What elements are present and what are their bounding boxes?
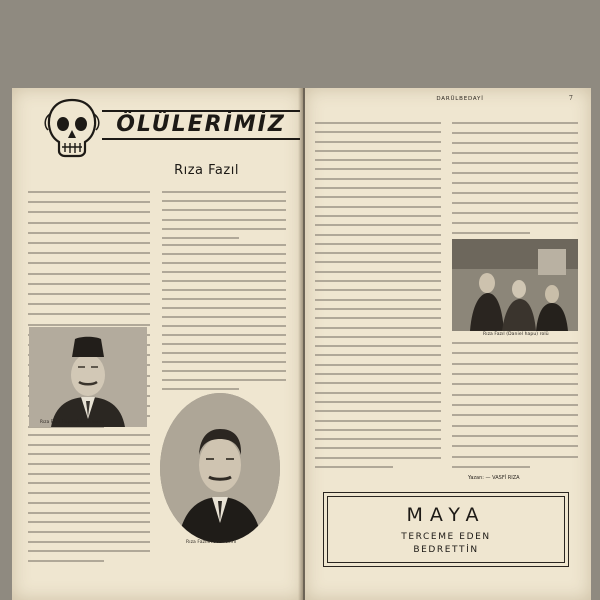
right-column-text-middle [162,244,286,390]
photo-caption-2: Rıza Fazılın son resmi [186,540,237,545]
stage-scene-photo [452,239,578,331]
col-b-text-bottom [452,342,578,468]
left-page [12,88,303,600]
page-number: 7 [569,95,573,102]
portrait-photo-fez [29,327,147,427]
ad-title: MAYA [406,504,486,526]
running-head: DARÜLBEDAYİ [436,96,484,102]
article-title: Rıza Fazıl [174,163,239,178]
ad-translator-label: TERCEME EDEN [401,532,491,542]
skull-illustration-icon [42,96,102,162]
masthead-title: ÖLÜLERİMİZ [102,110,300,140]
book-advertisement [323,492,569,567]
right-column-text-top [162,191,286,239]
col-a-text [315,122,441,468]
photo-caption-1: Rıza Fazıl Hapiyoluktan sonra [40,419,105,424]
masthead [42,96,300,142]
portrait-photo-last [160,393,280,543]
left-column-text-bottom [28,434,150,562]
col-b-text-top [452,122,578,234]
stage-photo-caption: Rıza Fazıl (Daniel hapu) rolü [483,332,549,337]
right-page [305,88,591,600]
ad-translator-name: BEDRETTİN [413,545,479,555]
author-signature: Yazan: — VASFİ RIZA [468,475,520,481]
